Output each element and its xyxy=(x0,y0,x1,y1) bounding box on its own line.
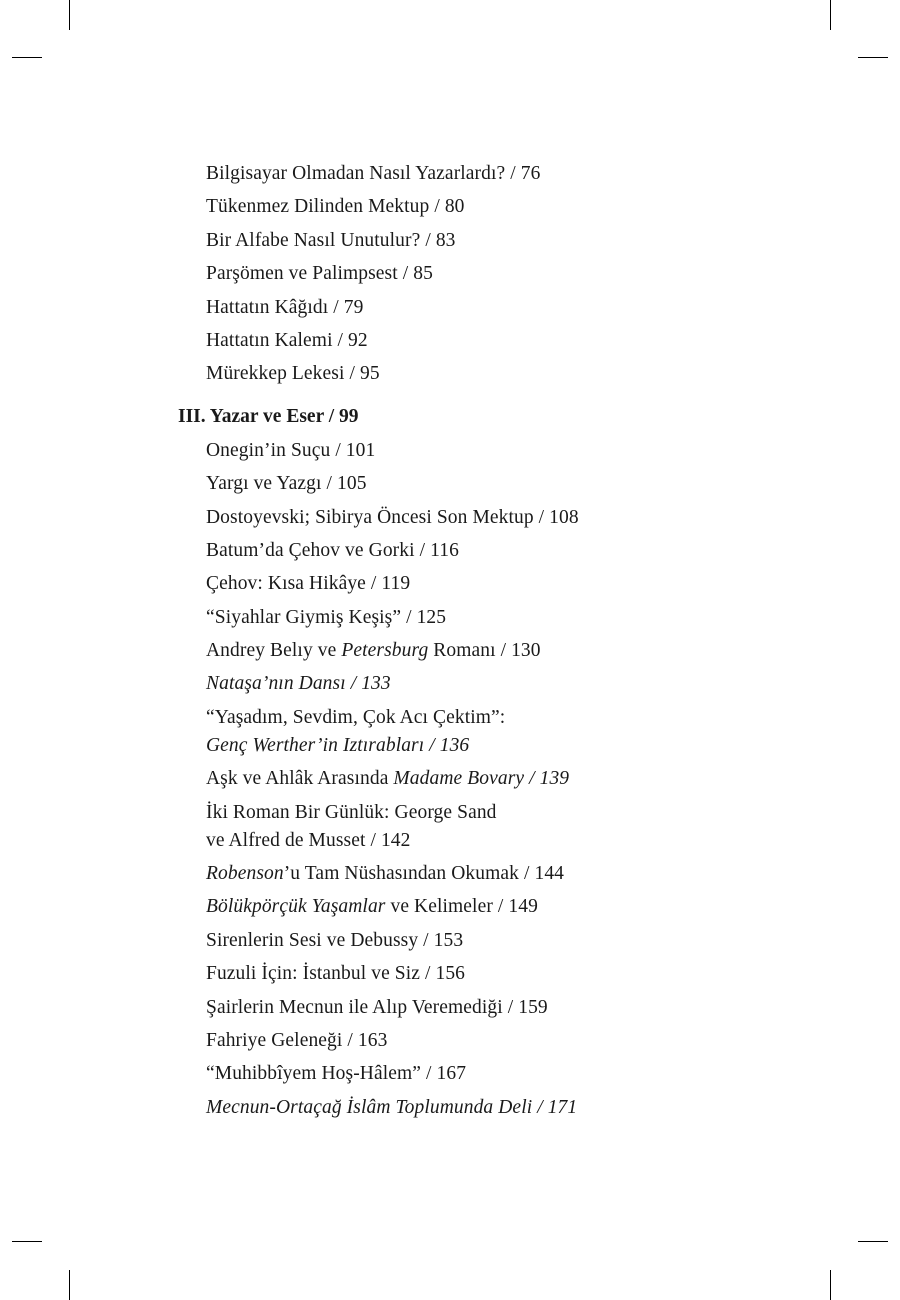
crop-mark-bottom-left xyxy=(69,1270,70,1300)
toc-title-italic: Petersburg xyxy=(341,640,429,662)
toc-entry: Mürekkep Lekesi / 95 xyxy=(206,363,380,385)
crop-mark-bottom-left-h xyxy=(12,1241,42,1242)
toc-entry: Nataşa’nın Dansı / 133 xyxy=(206,673,391,695)
toc-entry: Çehov: Kısa Hikâye / 119 xyxy=(206,573,411,595)
toc-entry xyxy=(206,704,900,760)
toc-entry: Şairlerin Mecnun ile Alıp Veremediği / 159 xyxy=(206,996,548,1018)
toc-entry: Batum’da Çehov ve Gorki / 116 xyxy=(206,539,459,561)
toc-entry xyxy=(206,765,900,793)
toc-entry: Hattatın Kâğıdı / 79 xyxy=(206,296,364,318)
toc-text: Andrey Belıy ve xyxy=(206,640,342,662)
toc-line-2: ve Alfred de Musset / 142 xyxy=(206,829,411,851)
toc-entry: Hattatın Kalemi / 92 xyxy=(206,329,368,351)
toc-entry xyxy=(206,637,900,665)
crop-mark-top-right-h xyxy=(858,57,888,58)
toc-entry: Mecnun-Ortaçağ İslâm Toplumunda Deli / 171 xyxy=(206,1096,578,1118)
toc-entry: “Siyahlar Giymiş Keşiş” / 125 xyxy=(206,606,447,628)
toc-title-italic: Robenson xyxy=(206,863,284,885)
toc-entry: Bir Alfabe Nasıl Unutulur? / 83 xyxy=(206,229,456,251)
toc-line-2: Genç Werther’in Iztırabları / 136 xyxy=(206,734,470,756)
section-heading: III. Yazar ve Eser / 99 xyxy=(178,406,359,428)
toc-entry xyxy=(206,893,900,921)
toc-line-1: “Yaşadım, Sevdim, Çok Acı Çektim”: xyxy=(206,706,506,728)
toc-text: Romanı / 130 xyxy=(428,640,541,662)
toc-entry: Yargı ve Yazgı / 105 xyxy=(206,473,367,495)
toc-entry: Sirenlerin Sesi ve Debussy / 153 xyxy=(206,929,464,951)
toc-title-italic: Madame Bovary / 139 xyxy=(393,768,570,790)
toc-entry: Tükenmez Dilinden Mektup / 80 xyxy=(206,196,465,218)
toc-text: ’u Tam Nüshasından Okumak / 144 xyxy=(283,863,565,885)
toc-entry: Fuzuli İçin: İstanbul ve Siz / 156 xyxy=(206,963,466,985)
toc-title-italic: Bölükpörçük Yaşamlar xyxy=(206,896,386,918)
toc-entry: Parşömen ve Palimpsest / 85 xyxy=(206,263,433,285)
toc-entry: Bilgisayar Olmadan Nasıl Yazarlardı? / 76 xyxy=(206,163,541,184)
toc-entry: “Muhibbîyem Hoş-Hâlem” / 167 xyxy=(206,1063,467,1085)
toc-entry: Dostoyevski; Sibirya Öncesi Son Mektup / 108 xyxy=(206,506,579,528)
toc-text: Aşk ve Ahlâk Arasında xyxy=(206,768,394,790)
crop-mark-bottom-right-h xyxy=(858,1241,888,1242)
toc-line-1: İki Roman Bir Günlük: George Sand xyxy=(206,801,497,823)
toc-entry: Onegin’in Suçu / 101 xyxy=(206,439,376,461)
toc-entry xyxy=(206,860,900,888)
toc-entry xyxy=(206,799,900,855)
crop-mark-bottom-right xyxy=(830,1270,831,1300)
toc-text: ve Kelimeler / 149 xyxy=(385,896,538,918)
crop-mark-top-right xyxy=(830,0,831,30)
table-of-contents xyxy=(0,160,900,1127)
toc-entry: Fahriye Geleneği / 163 xyxy=(206,1029,388,1051)
crop-mark-top-left-h xyxy=(12,57,42,58)
crop-mark-top-left xyxy=(69,0,70,30)
